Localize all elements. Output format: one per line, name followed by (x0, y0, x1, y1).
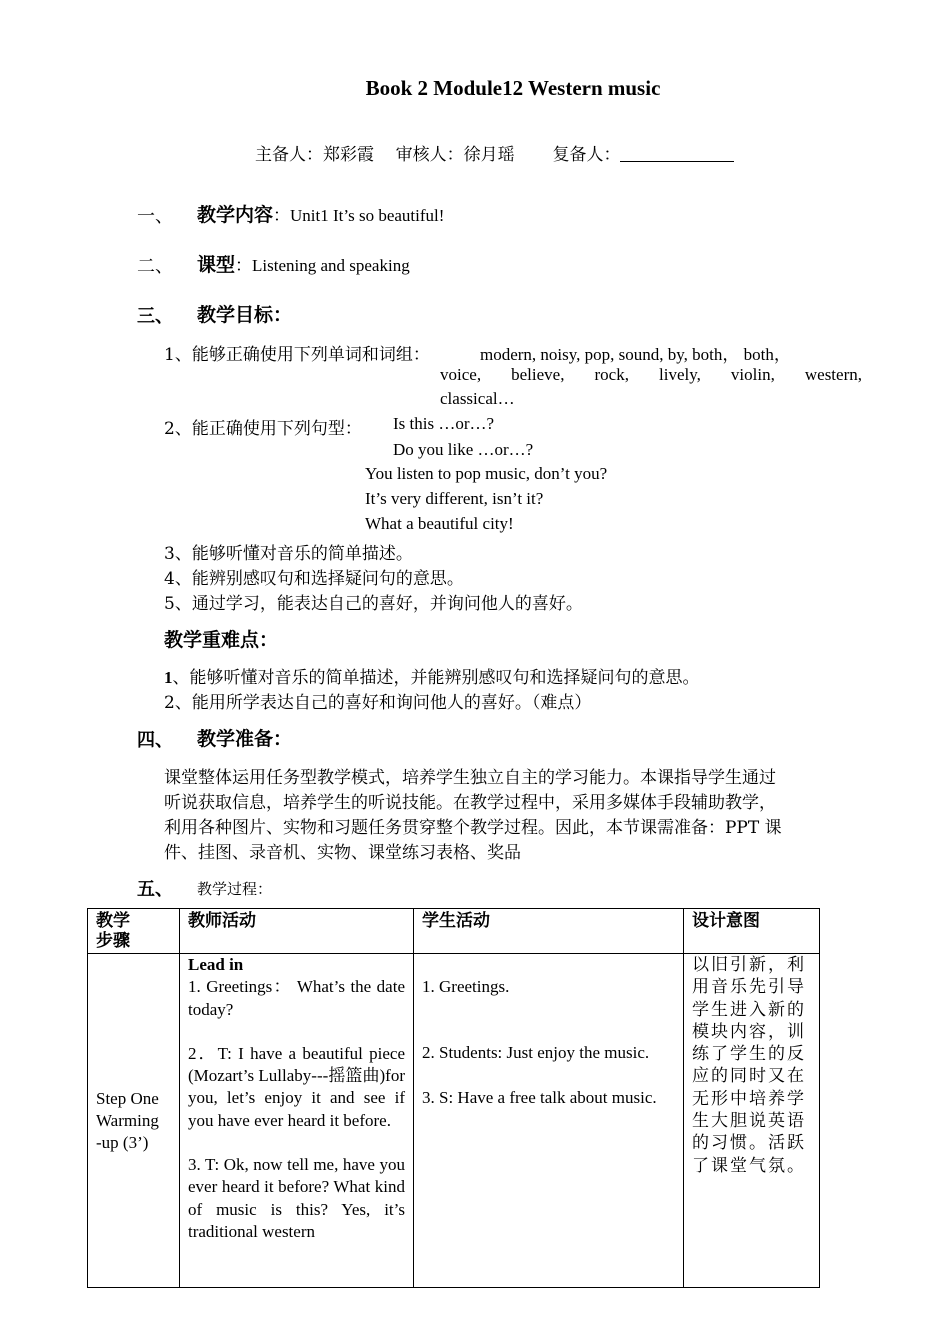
student-activity-1: 1. Greetings. (422, 977, 510, 996)
objective-1-words-line1: modern, noisy, pop, sound, by, both， both， (480, 345, 791, 364)
key-point-1-text: 、能够听懂对音乐的简单描述，并能辨别感叹句和选择疑问句的意思。 (172, 668, 700, 688)
main-preparer-name: 郑彩霞 (323, 145, 374, 165)
reviewer-label: 审核人： (395, 145, 464, 165)
objective-2-sentence-4: It’s very different, isn’t it? (365, 489, 544, 508)
teacher-activity-cell (180, 954, 414, 1288)
student-activity-3: 3. S: Have a free talk about music. (422, 1087, 657, 1107)
teacher-activity-2: 2．T: I have a beautiful piece (Mozart’s Lullaby---摇篮曲)for you, let’s enjoy it and see if you have ever heard it before. (188, 1043, 405, 1130)
section-5-title: 教学过程： (197, 880, 273, 898)
key-point-1 (164, 663, 700, 688)
preparers-line (255, 140, 734, 165)
preparation-line-1: 课堂整体运用任务型教学模式，培养学生独立自主的学习能力。本课指导学生通过 (164, 768, 776, 788)
section-2-title: 课型 (197, 254, 236, 276)
main-preparer-label: 主备人： (255, 145, 323, 165)
section-4-number: 四、 (137, 730, 173, 751)
section-3-title: 教学目标： (197, 304, 293, 326)
section-2-heading (197, 250, 410, 277)
objective-2-sentence-2: Do you like …or…? (393, 440, 534, 459)
student-activity-cell (414, 954, 684, 1288)
table-row (88, 954, 820, 1288)
preparation-line-2: 听说获取信息，培养学生的听说技能。在教学过程中，采用多媒体手段辅助教学， (164, 793, 776, 813)
student-activity-2: 2. Students: Just enjoy the music. (422, 1043, 650, 1063)
section-2-value: Listening and speaking (252, 256, 410, 275)
key-points-heading: 教学重难点： (164, 629, 279, 651)
lesson-process-table (87, 908, 820, 1288)
step-line-1: Step One (96, 1088, 159, 1108)
reviewer-name: 徐月瑶 (463, 145, 515, 165)
table-header-row (88, 909, 820, 954)
backup-preparer-blank (620, 145, 734, 162)
objective-2-label: 2、能正确使用下列句型： (164, 419, 362, 439)
key-point-2: 2、能用所学表达自己的喜好和询问他人的喜好。（难点） (164, 693, 592, 713)
teacher-activity-1: 1. Greetings： What’s the date today? (188, 977, 405, 1019)
objective-4: 4、能辨别感叹句和选择疑问句的意思。 (164, 569, 464, 589)
section-1-value: Unit1 It’s so beautiful! (290, 206, 445, 225)
section-1-heading (197, 200, 444, 227)
objective-2-sentence-5: What a beautiful city! (365, 514, 514, 533)
section-2-colon: ： (235, 256, 253, 276)
design-intent-cell: 以旧引新，利用音乐先引导学生进入新的模块内容，训练了学生的反应的同时又在无形中培养学生大胆说英语的习惯。活跃了课堂气氛。 (684, 954, 820, 1288)
header-step-label: 教学步骤 (96, 911, 130, 951)
teacher-activity-title: Lead in (188, 955, 244, 974)
objective-1-words-line3: classical… (440, 389, 515, 408)
section-1-title: 教学内容 (197, 204, 274, 226)
step-line-2: Warming (96, 1110, 159, 1130)
page-title: Book 2 Module12 Western music (365, 76, 661, 100)
header-design-intent: 设计意图 (684, 909, 820, 954)
key-point-1-number: 1 (164, 668, 173, 687)
objective-2-sentence-3: You listen to pop music, don’t you? (365, 464, 608, 483)
teacher-activity-3: 3. T: Ok, now tell me, have you ever heard it before? What kind of music is this? Yes, it’s traditional western (188, 1155, 405, 1241)
objective-3: 3、能够听懂对音乐的简单描述。 (164, 544, 413, 564)
section-4-title: 教学准备： (197, 728, 293, 750)
preparation-line-4: 件、挂图、录音机、实物、课堂练习表格、奖品 (164, 843, 521, 863)
section-3-number: 三、 (137, 306, 173, 327)
objective-5: 5、通过学习，能表达自己的喜好，并询问他人的喜好。 (164, 594, 583, 614)
objective-1-words-line2: voice, believe, rock, lively, violin, western, (440, 365, 862, 384)
header-teacher-activity: 教师活动 (180, 909, 414, 954)
section-1-colon: ： (273, 206, 291, 226)
objective-1-label: 1、能够正确使用下列单词和词组： (164, 345, 430, 365)
step-line-3: -up (3’) (96, 1132, 149, 1152)
backup-preparer-label: 复备人： (552, 145, 621, 165)
objective-2-sentence-1: Is this …or…? (393, 414, 495, 433)
section-5-number: 五、 (137, 879, 173, 900)
header-step (88, 909, 180, 954)
header-student-activity: 学生活动 (414, 909, 684, 954)
step-cell (88, 954, 180, 1288)
preparation-line-3: 利用各种图片、实物和习题任务贯穿整个教学过程。因此，本节课需准备：PPT 课 (164, 818, 782, 838)
section-2-number: 二、 (137, 256, 173, 277)
section-1-number: 一、 (137, 206, 173, 227)
